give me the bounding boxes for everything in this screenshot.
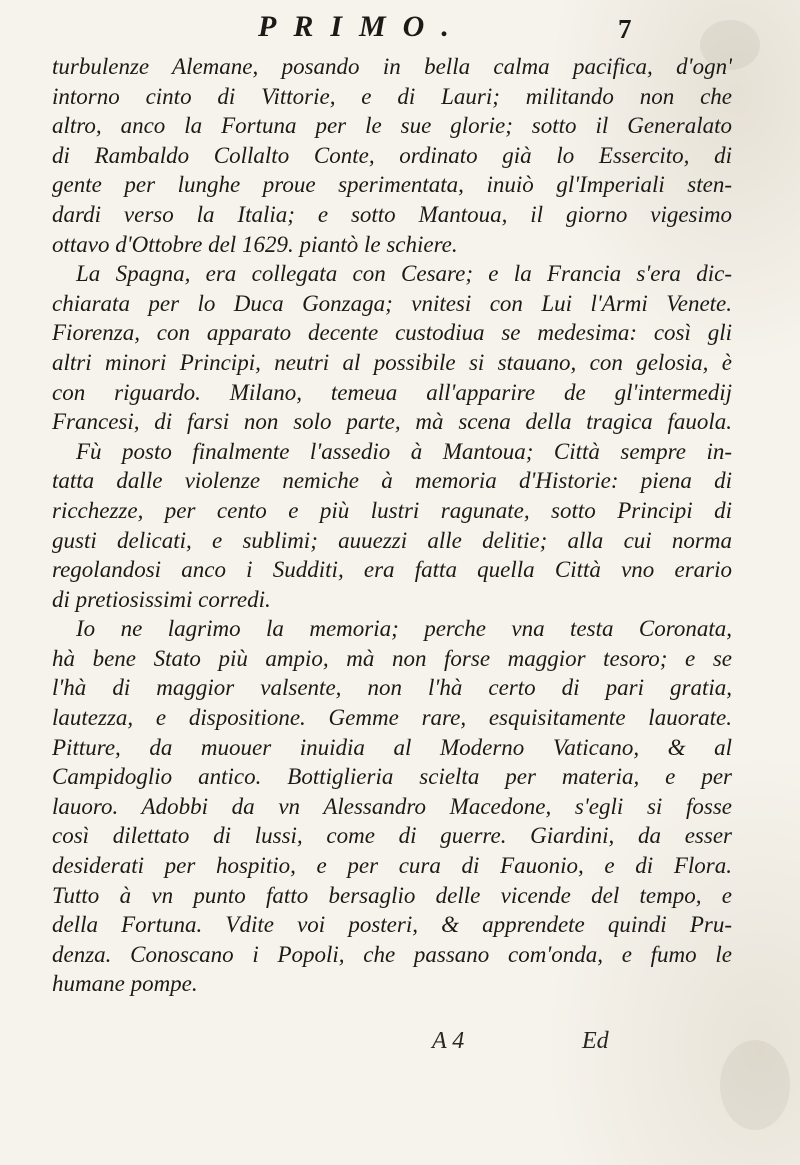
text-line: turbulenze Alemane, posando in bella calma pacifica, d'ogn' xyxy=(52,54,732,79)
text-line: della Fortuna. Vdite voi posteri, & apprendete quindi Pru- xyxy=(52,912,732,938)
text-line: dardi verso la Italia; e sotto Mantoua, il giorno vigesimo xyxy=(52,201,732,227)
text-line: ricchezze, per cento e più lustri ragunate, sotto Principi di xyxy=(52,497,732,523)
text-line: Francesi, di farsi non solo parte, mà scena della tragica fauola. xyxy=(52,409,732,435)
text-line: Io ne lagrimo la memoria; perche vna testa Coronata, xyxy=(76,616,732,642)
page-footer xyxy=(0,1028,800,1068)
text-line: così dilettato di lussi, come di guerre. Giardini, da esser xyxy=(52,823,732,849)
text-line: intorno cinto di Vittorie, e di Lauri; militando non che xyxy=(52,83,732,109)
catchword: Ed xyxy=(582,1028,609,1054)
signature-mark: A 4 xyxy=(432,1028,465,1054)
text-line: Fù posto finalmente l'assedio à Mantoua; Città sempre in- xyxy=(76,438,732,464)
text-line: lautezza, e dispositione. Gemme rare, esquisitamente lauorate. xyxy=(52,705,732,731)
text-line: di Rambaldo Collalto Conte, ordinato già lo Essercito, di xyxy=(52,142,732,168)
text-line: Fiorenza, con apparato decente custodiua se medesima: così gli xyxy=(52,320,732,346)
text-line: lauoro. Adobbi da vn Alessandro Macedone, s'egli si fosse xyxy=(52,793,732,819)
page-header xyxy=(0,10,800,50)
text-line: con riguardo. Milano, temeua all'apparire de gl'intermedij xyxy=(52,379,732,405)
text-line: altri minori Principi, neutri al possibile si stauano, con gelosia, è xyxy=(52,349,732,375)
text-line: hà bene Stato più ampio, mà non forse maggior tesoro; e se xyxy=(52,645,732,671)
text-line: desiderati per hospitio, e per cura di Fauonio, e di Flora. xyxy=(52,853,732,879)
text-line: Pitture, da muouer inuidia al Moderno Vaticano, & al xyxy=(52,734,732,760)
text-line: altro, anco la Fortuna per le sue glorie; sotto il Generalato xyxy=(52,113,732,139)
running-head: PRIMO. xyxy=(258,10,466,43)
text-line: di pretiosissimi corredi. xyxy=(52,586,271,612)
page-number: 7 xyxy=(618,14,632,44)
body-text xyxy=(52,52,732,999)
text-line: Campidoglio antico. Bottiglieria scielta per materia, e per xyxy=(52,764,732,790)
text-line: tatta dalle violenze nemiche à memoria d'Historie: piena di xyxy=(52,468,732,494)
text-line: ottavo d'Ottobre del 1629. piantò le schiere. xyxy=(52,231,458,257)
text-line: denza. Conoscano i Popoli, che passano com'onda, e fumo le xyxy=(52,941,732,967)
text-line: humane pompe. xyxy=(52,971,198,997)
text-line: chiarata per lo Duca Gonzaga; vnitesi con Lui l'Armi Venete. xyxy=(52,290,732,316)
text-line: l'hà di maggior valsente, non l'hà certo di pari gratia, xyxy=(52,675,732,701)
text-line: regolandosi anco i Sudditi, era fatta quella Città vno erario xyxy=(52,557,732,583)
text-line: gusti delicati, e sublimi; auuezzi alle delitie; alla cui norma xyxy=(52,527,732,553)
text-line: gente per lunghe proue sperimentata, inuiò gl'Imperiali sten- xyxy=(52,172,732,198)
text-line: La Spagna, era collegata con Cesare; e la Francia s'era dic- xyxy=(76,261,732,287)
text-line: Tutto à vn punto fatto bersaglio delle vicende del tempo, e xyxy=(52,882,732,908)
